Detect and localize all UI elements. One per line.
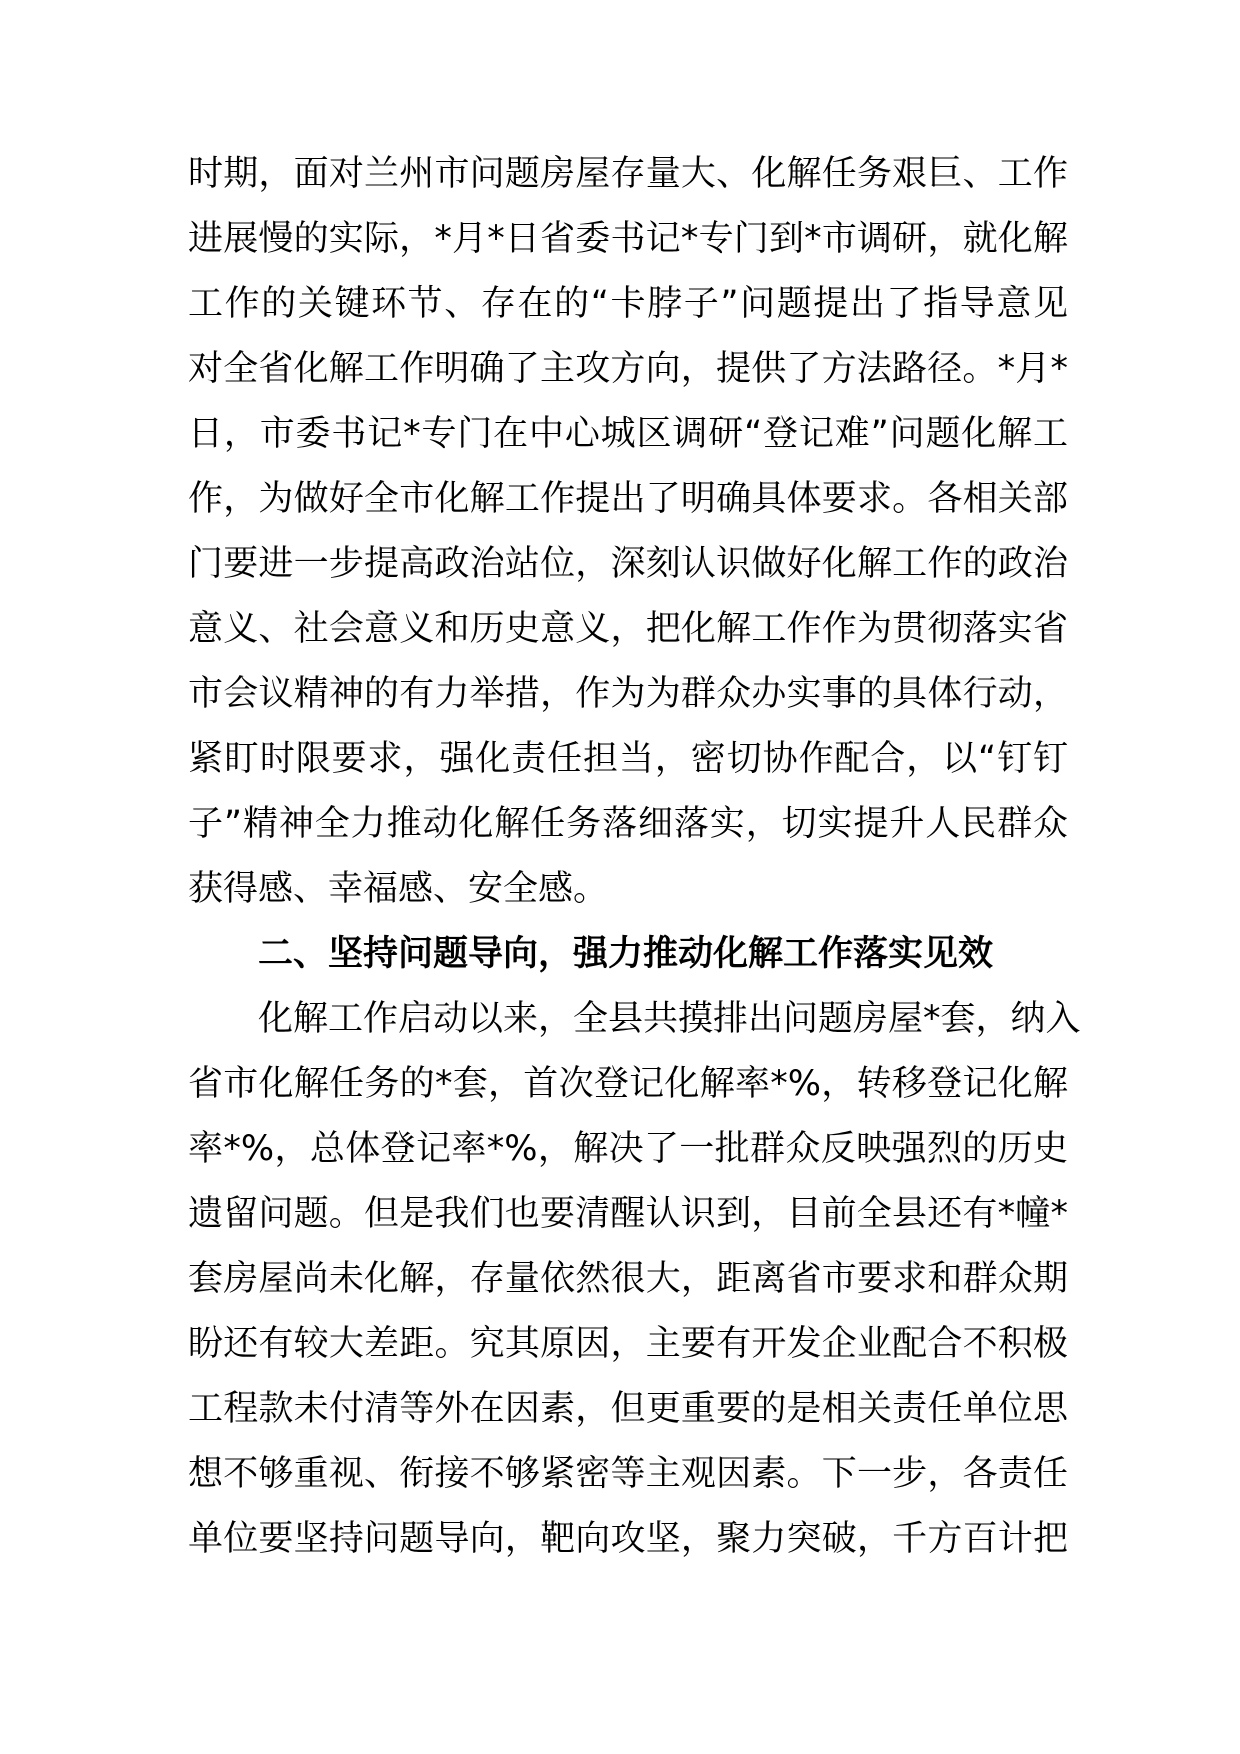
text-line: 市会议精神的有力举措，作为为群众办实事的具体行动， (188, 674, 1068, 714)
text-line: 日，市委书记*专门在中心城区调研“登记难”问题化解工 (188, 414, 1068, 454)
text-line: 意义、社会意义和历史意义，把化解工作作为贯彻落实省 (188, 609, 1068, 649)
text-line: 遗留问题。但是我们也要清醒认识到，目前全县还有*幢* (188, 1194, 1068, 1234)
text-line: 门要进一步提高政治站位，深刻认识做好化解工作的政治 (188, 544, 1068, 584)
text-line: 进展慢的实际，*月*日省委书记*专门到*市调研，就化解 (188, 219, 1068, 259)
text-line: 盼还有较大差距。究其原因，主要有开发企业配合不积极 (188, 1324, 1068, 1364)
text-line: 工程款未付清等外在因素，但更重要的是相关责任单位思 (188, 1389, 1068, 1429)
section-heading: 二、坚持问题导向，强力推动化解工作落实见效 (258, 934, 994, 974)
text-line: 对全省化解工作明确了主攻方向，提供了方法路径。*月* (188, 349, 1068, 389)
text-line: 率*%，总体登记率*%，解决了一批群众反映强烈的历史 (188, 1129, 1068, 1169)
text-line: 获得感、幸福感、安全感。 (188, 869, 609, 909)
text-line: 子”精神全力推动化解任务落细落实，切实提升人民群众 (188, 804, 1068, 844)
text-line: 套房屋尚未化解，存量依然很大，距离省市要求和群众期 (188, 1259, 1068, 1299)
text-line: 工作的关键环节、存在的“卡脖子”问题提出了指导意见 (188, 284, 1068, 324)
text-line: 作，为做好全市化解工作提出了明确具体要求。各相关部 (188, 479, 1068, 519)
text-line: 时期，面对兰州市问题房屋存量大、化解任务艰巨、工作 (188, 154, 1068, 194)
text-line: 想不够重视、衔接不够紧密等主观因素。下一步，各责任 (188, 1454, 1068, 1494)
text-line: 省市化解任务的*套，首次登记化解率*%，转移登记化解 (188, 1064, 1068, 1104)
text-line: 化解工作启动以来，全县共摸排出问题房屋*套，纳入 (258, 999, 1081, 1039)
text-line: 紧盯时限要求，强化责任担当，密切协作配合，以“钉钉 (188, 739, 1068, 779)
text-line: 单位要坚持问题导向，靶向攻坚，聚力突破，千方百计把 (188, 1519, 1068, 1559)
